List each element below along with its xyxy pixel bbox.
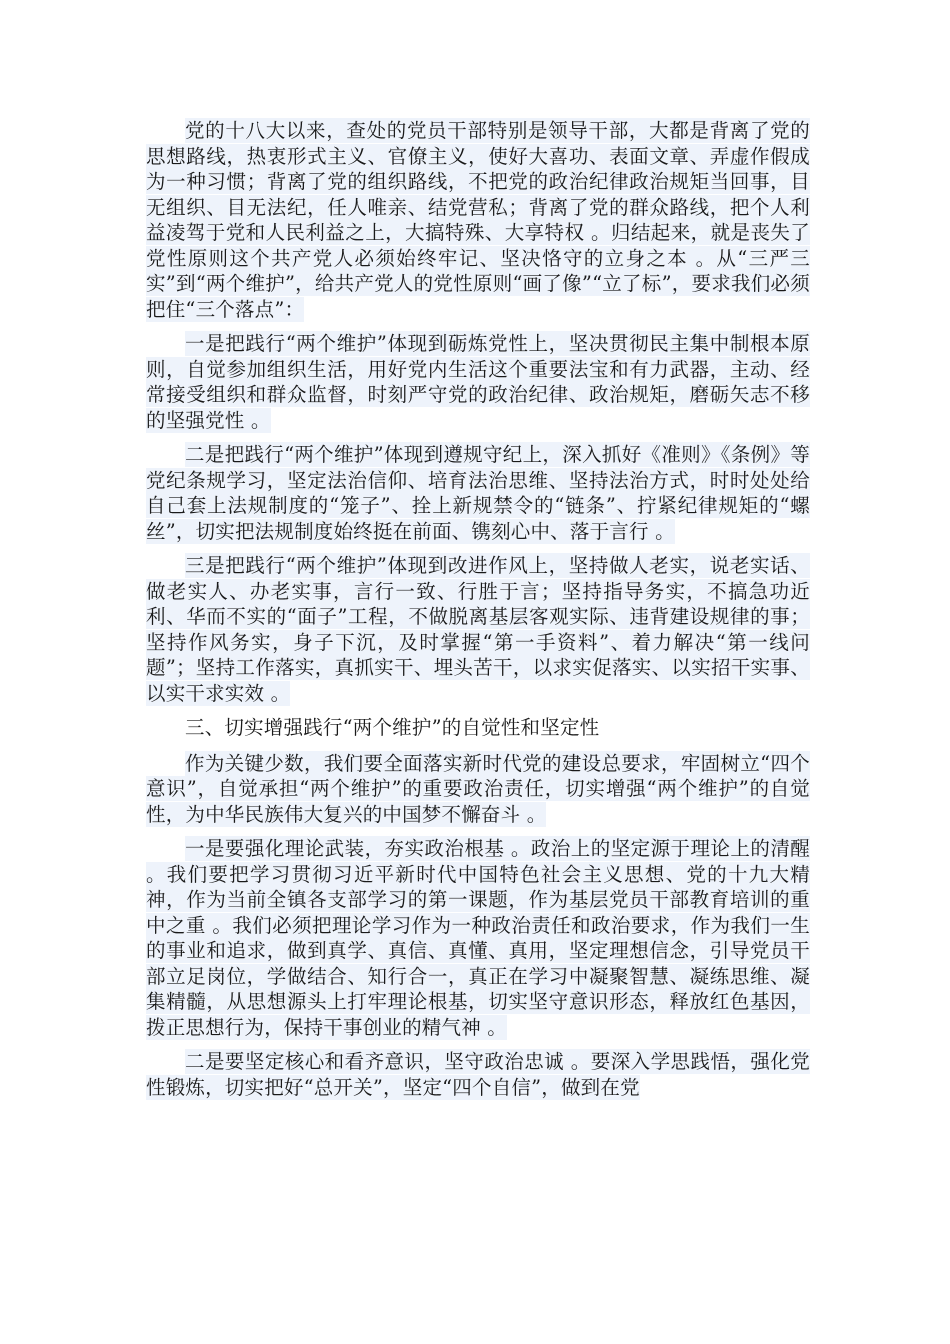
section-heading-text: 三、切实增强践行“两个维护”的自觉性和坚定性 bbox=[185, 716, 600, 739]
document-page bbox=[146, 118, 810, 1109]
paragraph-point-one bbox=[146, 331, 810, 433]
paragraph-core-alignment bbox=[146, 1049, 810, 1100]
paragraph-party-principles bbox=[146, 118, 810, 322]
paragraph-point-two bbox=[146, 442, 810, 544]
paragraph-text: 一是要强化理论武装，夯实政治根基 。政治上的坚定源于理论上的清醒 。我们要把学习贯彻习近平新时代中国特色社会主义思想、党的十九大精神，作为当前全镇各支部学习的第一课题，作为基层党员干部教育培训的重中之重 。我们必须把理论学习作为一种政治责任和政治要求，作为我们一生的事业和追求，做到真学、真信、真懂、真用，坚定理想信念，引导党员干部立足岗位，学做结合、知行合一，真正在学习中凝聚智慧、凝练思维、凝集精髓，从思想源头上打牢理论根基，切实坚守意识形态，释放红色基因，拨正思想行为，保持干事创业的精气神 。 bbox=[146, 837, 810, 1039]
paragraph-text: 党的十八大以来，查处的党员干部特别是领导干部，大都是背离了党的思想路线，热衷形式主义、官僚主义，使好大喜功、表面文章、弄虚作假成为一种习惯；背离了党的组织路线，不把党的政治纪律政治规矩当回事，目无组织、目无法纪，任人唯亲、结党营私；背离了党的群众路线，把个人利益凌驾于党和人民利益之上，大搞特殊、大享特权 。归结起来，就是丧失了党性原则这个共产党人必须始终牢记、坚决恪守的立身之本 。从“三严三实”到“两个维护”，给共产党人的党性原则“画了像”“立了标”，要求我们必须把住“三个落点”： bbox=[146, 119, 810, 321]
paragraph-text: 三是把践行“两个维护”体现到改进作风上，坚持做人老实，说老实话、做老实人、办老实事，言行一致、行胜于言；坚持指导务实，不搞急功近利、华而不实的“面子”工程，不做脱离基层客观实际、违背建设规律的事；坚持作风务实，身子下沉，及时掌握“第一手资料”、着力解决“第一线问题”；坚持工作落实，真抓实干、埋头苦干，以求实促落实、以实招干实事、以实干求实效 。 bbox=[146, 554, 810, 705]
paragraph-text: 作为关键少数，我们要全面落实新时代党的建设总要求，牢固树立“四个意识”，自觉承担“两个维护”的重要政治责任，切实增强“两个维护”的自觉性，为中华民族伟大复兴的中国梦不懈奋斗 。 bbox=[146, 751, 810, 826]
paragraph-key-minority bbox=[146, 751, 810, 828]
paragraph-text: 一是把践行“两个维护”体现到砺炼党性上，坚决贯彻民主集中制根本原则，自觉参加组织生活，用好党内生活这个重要法宝和有力武器，主动、经常接受组织和群众监督，时刻严守党的政治纪律、政治规矩，磨砺矢志不移的坚强党性 。 bbox=[146, 332, 810, 432]
paragraph-point-three bbox=[146, 553, 810, 706]
section-heading bbox=[146, 715, 810, 741]
paragraph-text: 二是把践行“两个维护”体现到遵规守纪上，深入抓好《准则》《条例》等党纪条规学习，坚定法治信仰、培育法治思维、坚持法治方式，时时处处给自己套上法规制度的“笼子”、拴上新规禁令的“链条”、拧紧纪律规矩的“螺丝”，切实把法规制度始终挺在前面、镌刻心中、落于言行 。 bbox=[146, 443, 810, 543]
paragraph-text: 二是要坚定核心和看齐意识，坚守政治忠诚 。要深入学思践悟，强化党性锻炼，切实把好“总开关”，坚定“四个自信”，做到在党 bbox=[146, 1050, 810, 1099]
paragraph-theory-armament bbox=[146, 836, 810, 1040]
